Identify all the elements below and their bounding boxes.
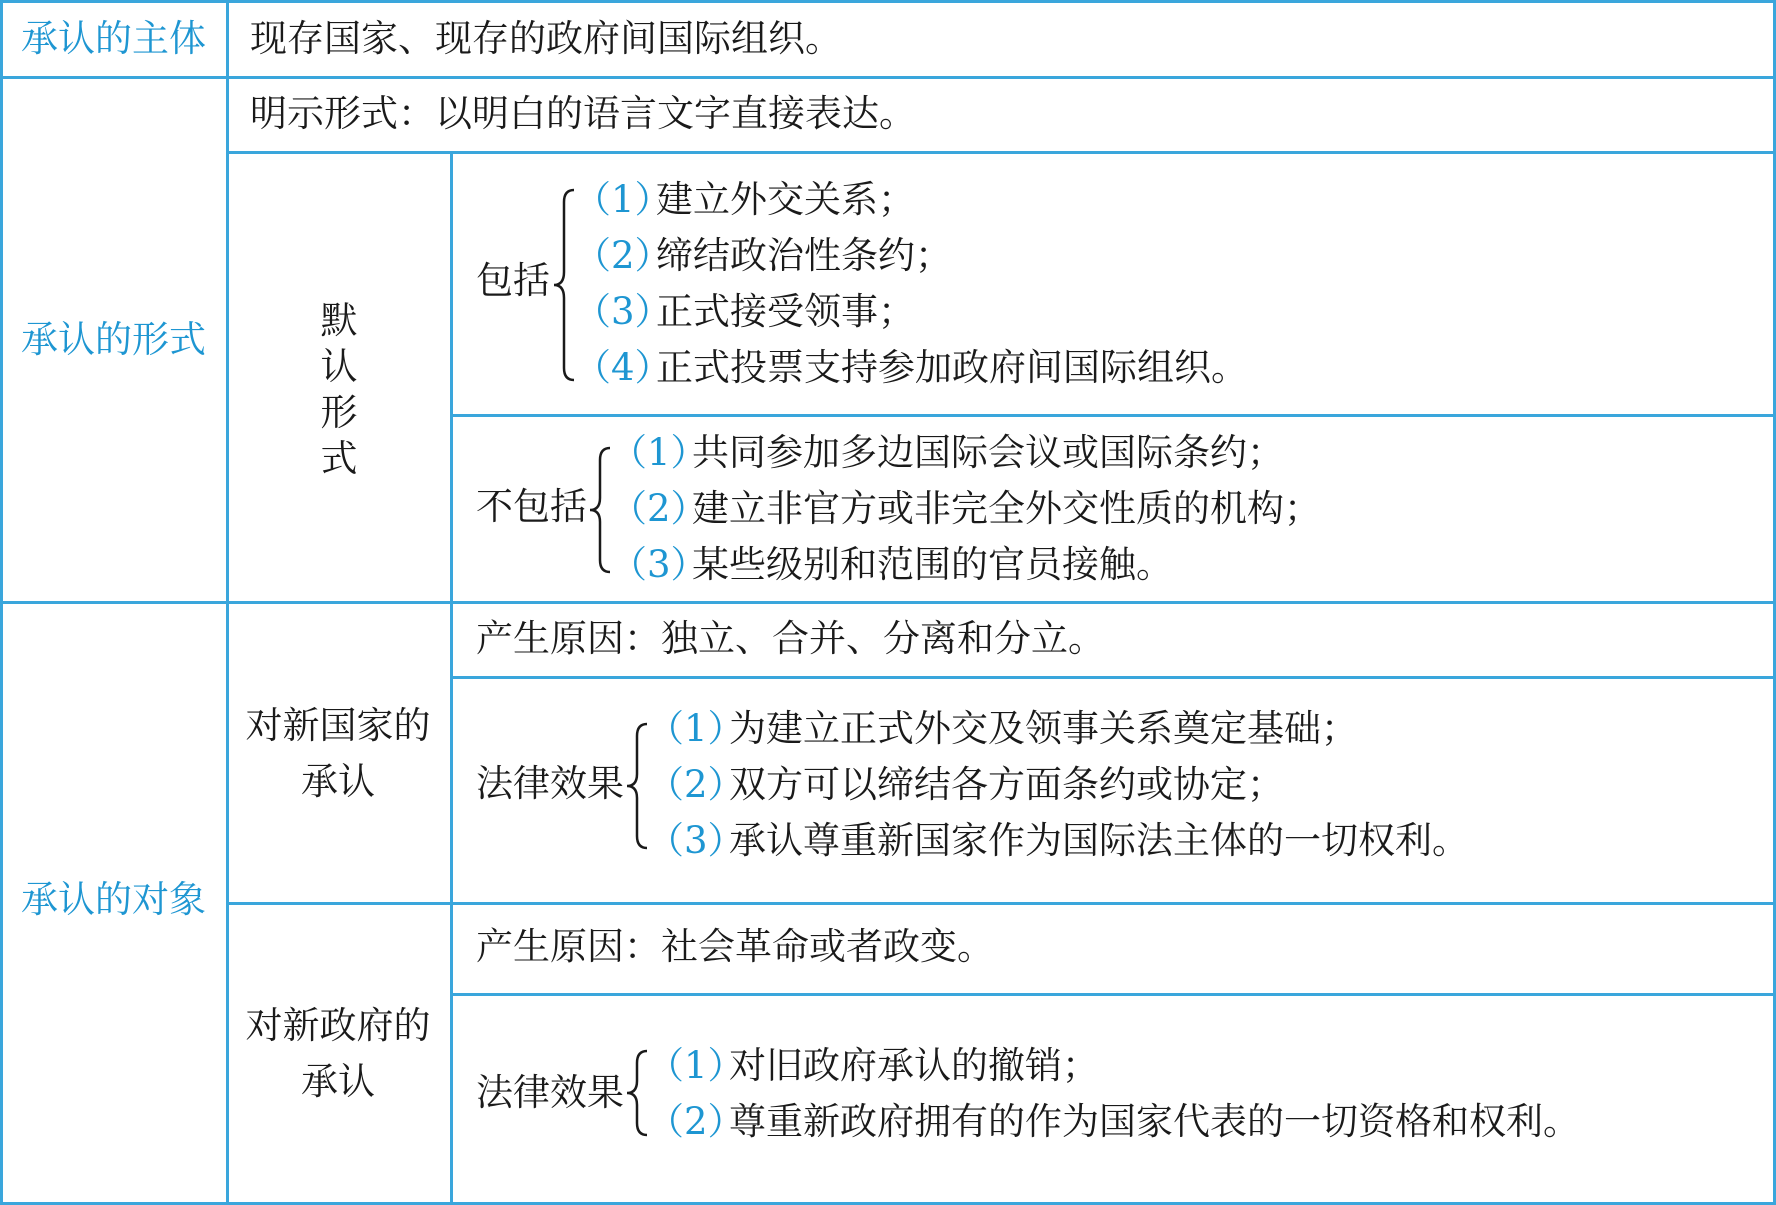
new-government-label-line1: 对新政府的 <box>245 1004 431 1047</box>
new-government-label <box>226 998 450 1110</box>
object-label: 承认的对象 <box>21 878 206 921</box>
includes-item-3-num: （3） <box>574 290 672 333</box>
excludes-item-2-num: （2） <box>610 487 708 530</box>
new-government-effect-1-num: （1） <box>647 1044 745 1087</box>
includes-item-2-num: （2） <box>574 234 672 277</box>
excludes-item-1-text: 共同参加多边国际会议或国际条约； <box>692 431 1284 474</box>
new-government-effect-1 <box>647 1044 1099 1088</box>
new-government-effect-2-text: 尊重新政府拥有的作为国家代表的一切资格和权利。 <box>729 1100 1580 1143</box>
new-state-effect-label: 法律效果 <box>476 762 624 805</box>
row-divider-state-gov <box>226 902 1776 905</box>
subject-content: 现存国家、现存的政府间国际组织。 <box>250 17 842 60</box>
new-state-effect-1-num: （1） <box>647 707 745 750</box>
new-state-effect-3-text: 承认尊重新国家作为国际法主体的一切权利。 <box>729 819 1469 862</box>
row-divider-subject <box>0 76 1776 79</box>
new-state-cause: 产生原因：独立、合并、分离和分立。 <box>476 617 1105 660</box>
table-border-top <box>0 0 1776 3</box>
new-government-effect-2-num: （2） <box>647 1100 745 1143</box>
excludes-item-3 <box>610 543 1173 587</box>
excludes-label: 不包括 <box>476 485 587 528</box>
row-divider-form <box>0 601 1776 604</box>
new-government-effect-1-text: 对旧政府承认的撤销； <box>729 1044 1099 1087</box>
new-government-label-line2: 承认 <box>301 1060 375 1103</box>
new-state-label-line2: 承认 <box>301 760 375 803</box>
excludes-item-2 <box>610 487 1321 531</box>
excludes-item-1 <box>610 431 1284 475</box>
includes-label: 包括 <box>476 259 550 302</box>
excludes-item-3-num: （3） <box>610 543 708 586</box>
implicit-form-label <box>317 298 361 482</box>
includes-item-1 <box>574 178 915 222</box>
includes-item-3-text: 正式接受领事； <box>656 290 915 333</box>
implicit-form-label-text: 默认形式 <box>320 299 358 480</box>
new-state-effect-3 <box>647 819 1469 863</box>
row-divider-includes <box>450 414 1776 417</box>
includes-item-1-num: （1） <box>574 178 672 221</box>
new-state-label <box>226 698 450 810</box>
includes-item-2 <box>574 234 952 278</box>
row-divider-gov-cause <box>450 993 1776 996</box>
excludes-item-3-text: 某些级别和范围的官员接触。 <box>692 543 1173 586</box>
new-government-effect-label: 法律效果 <box>476 1071 624 1114</box>
includes-item-4-text: 正式投票支持参加政府间国际组织。 <box>656 346 1248 389</box>
new-state-label-line1: 对新国家的 <box>245 704 431 747</box>
new-state-effect-2-text: 双方可以缔结各方面条约或协定； <box>729 763 1284 806</box>
row-divider-explicit <box>226 151 1776 154</box>
form-label: 承认的形式 <box>21 318 206 361</box>
new-government-effect-2 <box>647 1100 1580 1144</box>
excludes-item-2-text: 建立非官方或非完全外交性质的机构； <box>692 487 1321 530</box>
explicit-form-text: 明示形式：以明白的语言文字直接表达。 <box>250 92 916 135</box>
row-divider-state-cause <box>450 676 1776 679</box>
includes-item-3 <box>574 290 915 334</box>
new-state-effect-1 <box>647 707 1358 751</box>
subject-label: 承认的主体 <box>21 17 206 60</box>
new-state-effect-3-num: （3） <box>647 819 745 862</box>
includes-item-4 <box>574 346 1248 390</box>
includes-item-1-text: 建立外交关系； <box>656 178 915 221</box>
new-state-effect-2-num: （2） <box>647 763 745 806</box>
excludes-item-1-num: （1） <box>610 431 708 474</box>
includes-item-4-num: （4） <box>574 346 672 389</box>
new-state-effect-1-text: 为建立正式外交及领事关系奠定基础； <box>729 707 1358 750</box>
new-state-effect-2 <box>647 763 1284 807</box>
includes-item-2-text: 缔结政治性条约； <box>656 234 952 277</box>
new-government-cause: 产生原因：社会革命或者政变。 <box>476 925 994 968</box>
